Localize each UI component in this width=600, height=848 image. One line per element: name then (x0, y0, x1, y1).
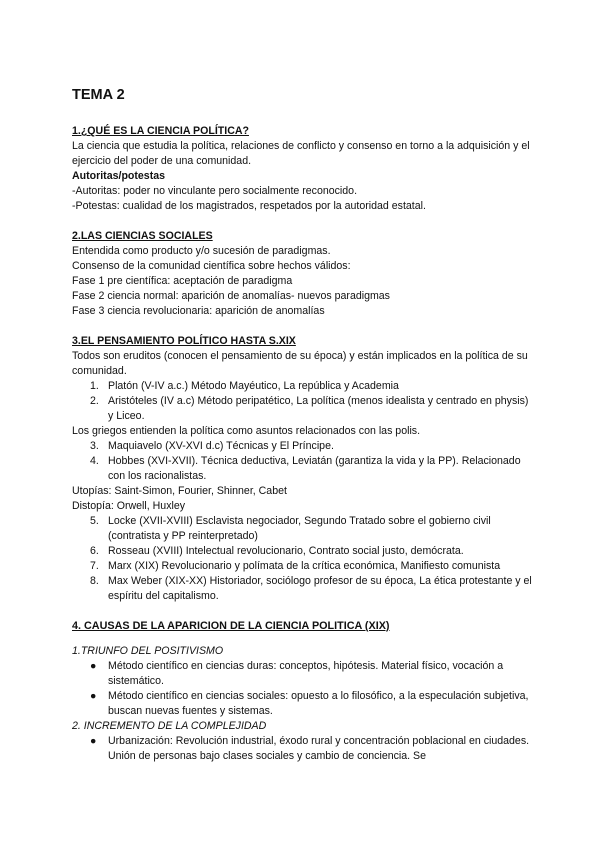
list-item (72, 734, 532, 764)
section-1-subheading: Autoritas/potestas (72, 170, 166, 182)
positivism-bullets (72, 659, 532, 719)
section-3 (72, 334, 532, 604)
list-number: 2. (90, 395, 99, 407)
bullet-icon: ● (90, 735, 97, 747)
list-item (72, 689, 532, 719)
list-number: 6. (90, 545, 99, 557)
section-1-heading: 1.¿QUÉ ES LA CIENCIA POLÍTICA? (72, 125, 249, 137)
section-2-line: Fase 1 pre científica: aceptación de paradigma (72, 275, 293, 287)
thinkers-list-b (72, 439, 532, 484)
bullet-icon: ● (90, 690, 97, 702)
list-number: 5. (90, 515, 99, 527)
list-item-text: Método científico en ciencias sociales: opuesto a lo filosófico, a la especulación subjetiva, buscan nuevas fuentes y sistemas. (108, 690, 529, 717)
list-item-text: Platón (V-IV a.c.) Método Mayéutico, La república y Academia (108, 380, 399, 392)
section-4-heading: 4. CAUSAS DE LA APARICION DE LA CIENCIA POLITICA (XIX) (72, 620, 390, 632)
section-3-note: Los griegos entienden la política como asuntos relacionados con las polis. (72, 425, 421, 437)
list-item-text: Rosseau (XVIII) Intelectual revolucionario, Contrato social justo, demócrata. (108, 545, 464, 557)
list-item-text: Método científico en ciencias duras: conceptos, hipótesis. Material físico, vocación a sistemático. (108, 660, 504, 687)
section-4 (72, 619, 532, 764)
document-body (72, 86, 532, 764)
list-item (72, 544, 532, 559)
section-4-subheading-1: 1.TRIUNFO DEL POSITIVISMO (72, 645, 224, 657)
list-item-text: Max Weber (XIX-XX) Historiador, sociólogo profesor de su época, La ética protestante y el espíritu del capitalismo. (108, 575, 532, 602)
list-item (72, 454, 532, 484)
section-4-subheading-2: 2. INCREMENTO DE LA COMPLEJIDAD (72, 720, 267, 732)
section-2-line: Fase 2 ciencia normal: aparición de anomalías- nuevos paradigmas (72, 290, 390, 302)
list-item-text: Maquiavelo (XV-XVI d.c) Técnicas y El Príncipe. (108, 440, 334, 452)
section-1-item: -Autoritas: poder no vinculante pero socialmente reconocido. (72, 185, 358, 197)
section-2-heading: 2.LAS CIENCIAS SOCIALES (72, 230, 213, 242)
section-1-definition: La ciencia que estudia la política, relaciones de conflicto y consenso en torno a la adquisición y el ejercicio del poder de una comunidad. (72, 140, 530, 167)
list-item (72, 659, 532, 689)
list-item-text: Marx (XIX) Revolucionario y polímata de la crítica económica, Manifiesto comunista (108, 560, 501, 572)
list-item-text: Hobbes (XVI-XVII). Técnica deductiva, Leviatán (garantiza la vida y la PP). Relacionado con los racionalistas. (108, 455, 521, 482)
section-1 (72, 124, 532, 214)
thinkers-list-a (72, 379, 532, 424)
utopias-line: Utopías: Saint-Simon, Fourier, Shinner, Cabet (72, 485, 287, 497)
distopias-line: Distopía: Orwell, Huxley (72, 500, 186, 512)
document-title: TEMA 2 (72, 87, 125, 103)
list-item (72, 394, 532, 424)
section-2-line: Entendida como producto y/o sucesión de paradigmas. (72, 245, 331, 257)
list-item (72, 574, 532, 604)
complexity-bullets (72, 734, 532, 764)
list-number: 3. (90, 440, 99, 452)
section-2-line: Fase 3 ciencia revolucionaria: aparición de anomalías (72, 305, 325, 317)
thinkers-list-c (72, 514, 532, 604)
list-item (72, 439, 532, 454)
list-number: 4. (90, 455, 99, 467)
section-2 (72, 229, 532, 319)
section-2-line: Consenso de la comunidad científica sobre hechos válidos: (72, 260, 351, 272)
section-1-item: -Potestas: cualidad de los magistrados, respetados por la autoridad estatal. (72, 200, 426, 212)
list-item (72, 379, 532, 394)
section-3-heading: 3.EL PENSAMIENTO POLÍTICO HASTA S.XIX (72, 335, 296, 347)
list-item (72, 559, 532, 574)
list-item (72, 514, 532, 544)
section-3-intro: Todos son eruditos (conocen el pensamiento de su época) y están implicados en la política de su comunidad. (72, 350, 528, 377)
list-number: 8. (90, 575, 99, 587)
list-item-text: Aristóteles (IV a.c) Método peripatético, La política (menos idealista y centrado en physis) y Liceo. (108, 395, 529, 422)
bullet-icon: ● (90, 660, 97, 672)
list-number: 7. (90, 560, 99, 572)
list-item-text: Urbanización: Revolución industrial, éxodo rural y concentración poblacional en ciudades. Unión de personas bajo clases sociales y cambio de conciencia. Se (108, 735, 530, 762)
list-item-text: Locke (XVII-XVIII) Esclavista negociador, Segundo Tratado sobre el gobierno civil (contratista y PP reinterpretado) (108, 515, 491, 542)
list-number: 1. (90, 380, 99, 392)
